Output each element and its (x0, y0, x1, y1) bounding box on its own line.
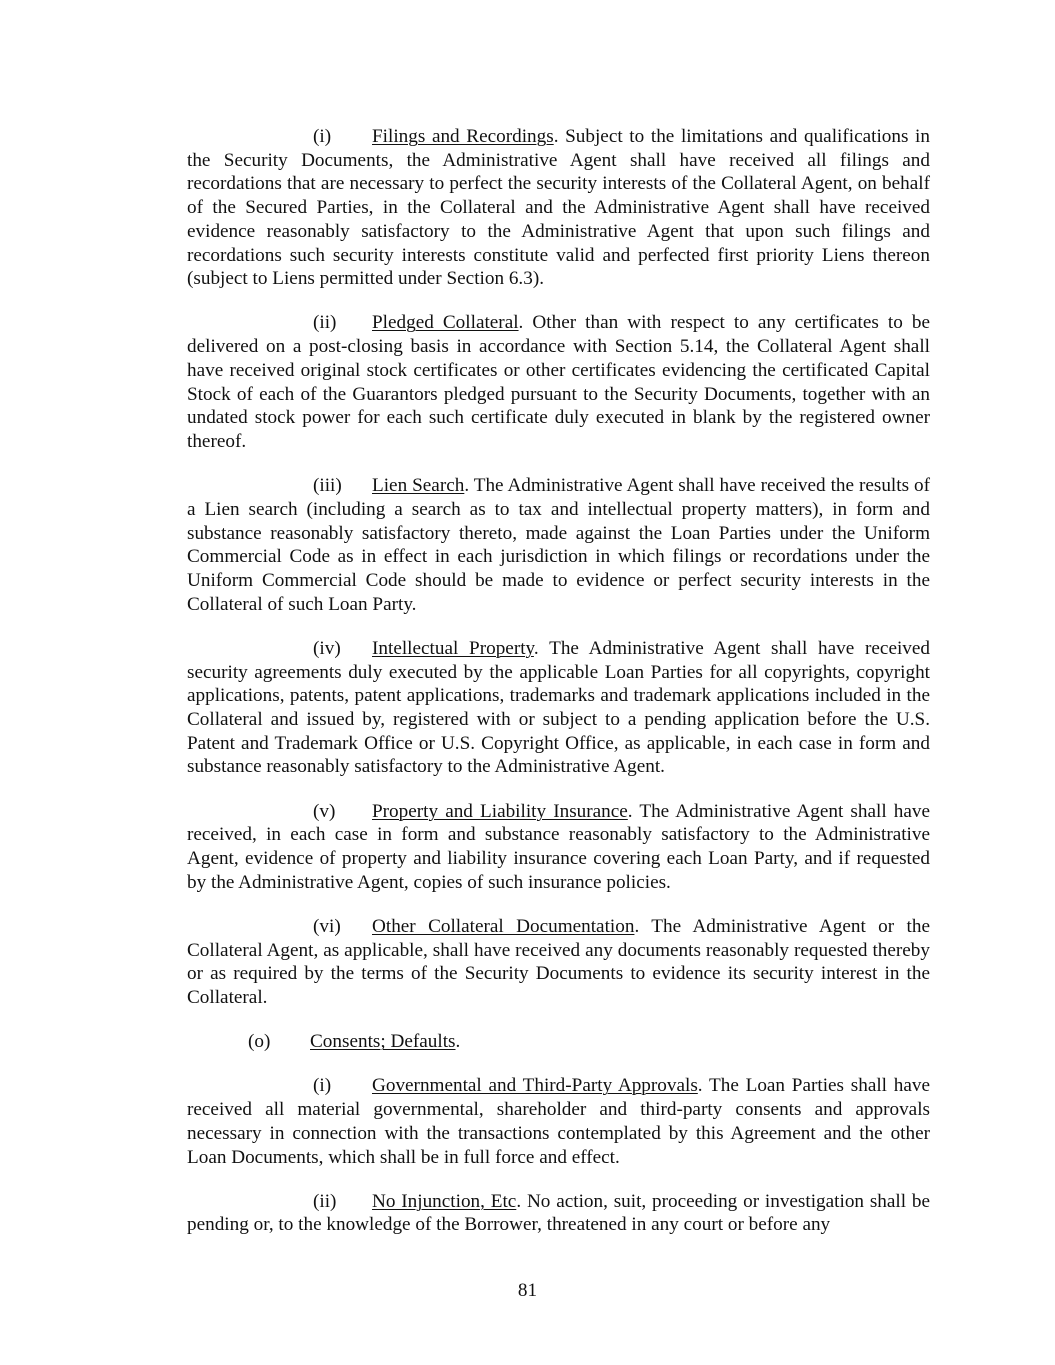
clause-title: Property and Liability Insurance (372, 800, 628, 822)
page-number: 81 (517, 1280, 538, 1301)
clause-title: Other Collateral Documentation (372, 915, 635, 937)
clause-title: Filings and Recordings (372, 126, 554, 147)
clause-label: (v) (313, 800, 336, 822)
clause-title: Consents; Defaults (310, 1031, 456, 1053)
section-lien-search (187, 474, 930, 616)
clause-label: (vi) (313, 915, 341, 937)
document-page (187, 125, 930, 1258)
section-no-injunction (187, 1190, 930, 1237)
section-insurance (187, 800, 930, 895)
clause-body: . The Administrative Agent shall have received security agreements duly executed by the applicable Loan Parties for all copyrights, copyright applications, patents, patent applications, trademarks and trademark applications included in the Collateral and issued by, registered with or subject to a pending application before the U.S. Patent and Trademark Office or U.S. Copyright Office, as applicable, in each case in form and substance reasonably satisfactory to the Administrative Agent. (187, 637, 930, 778)
clause-body: . The Loan Parties shall have received all material governmental, shareholder and third-party consents and approvals necessary in connection with the transactions contemplated by this Agreement and the other Loan Documents, which shall be in full force and effect. (187, 1075, 930, 1168)
clause-label: (iii) (313, 475, 342, 497)
section-intellectual-property (187, 637, 930, 779)
clause-label: (i) (313, 126, 332, 147)
clause-label: (ii) (313, 1190, 337, 1212)
clause-body: . The Administrative Agent or the Collateral Agent, as applicable, shall have received any documents reasonably requested thereby or as required by the terms of the Security Documents to evidence its security interest in the Collateral. (187, 915, 930, 1008)
section-consents-defaults (187, 1030, 930, 1054)
section-pledged-collateral (187, 311, 930, 453)
section-other-collateral-documentation (187, 915, 930, 1010)
clause-title: Pledged Collateral (372, 312, 519, 334)
clause-label: (ii) (313, 312, 337, 334)
clause-label: (i) (313, 1075, 332, 1097)
clause-body: . No action, suit, proceeding or investigation shall be pending or, to the knowledge of the Borrower, threatened in any court or before any (187, 1190, 931, 1236)
clause-body: . The Administrative Agent shall have received, in each case in form and substance reasonably satisfactory to the Administrative Agent, evidence of property and liability insurance covering each Loan Party, and if requested by the Administrative Agent, copies of such insurance policies. (187, 800, 930, 893)
clause-title: No Injunction, Etc (372, 1190, 517, 1212)
clause-body: . Other than with respect to any certificates to be delivered on a post-closing basis in accordance with Section 5.14, the Collateral Agent shall have received original stock certificates or other certificates evidencing the certificated Capital Stock of each of the Guarantors pledged pursuant to the Security Documents, together with an undated stock power for each such certificate duly executed in blank by the registered owner thereof. (187, 312, 930, 452)
clause-label: (o) (248, 1031, 271, 1053)
section-filings-and-recordings (187, 125, 930, 291)
clause-title: Lien Search (372, 475, 465, 497)
clause-body: . The Administrative Agent shall have received the results of a Lien search (including a search as to tax and intellectual property matters), in form and substance reasonably satisfactory thereto, made against the Loan Parties under the Uniform Commercial Code as in effect in each jurisdiction in which filings or recordations under the Uniform Commercial Code should be made to evidence or perfect security interests in the Collateral of such Loan Party. (187, 475, 930, 615)
clause-title: Governmental and Third-Party Approvals (372, 1075, 698, 1097)
clause-title: Intellectual Property (372, 637, 534, 659)
clause-body: . Subject to the limitations and qualifications in the Security Documents, the Administrative Agent shall have received all filings and recordations that are necessary to perfect the security interests of the Collateral Agent, on behalf of the Secured Parties, in the Collateral and the Administrative Agent shall have received evidence reasonably satisfactory to the Administrative Agent that upon such filings and recordations such security interests constitute valid and perfected first priority Liens thereon (subject to Liens permitted under Section 6.3). (187, 126, 930, 290)
section-approvals (187, 1074, 930, 1169)
clause-label: (iv) (313, 637, 341, 659)
clause-body: . (455, 1031, 461, 1053)
